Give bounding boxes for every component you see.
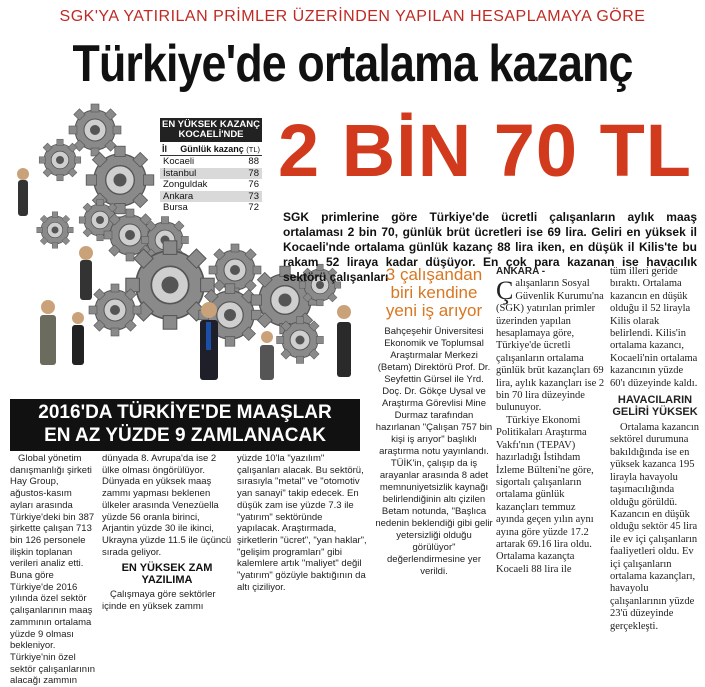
callout-body: Bahçeşehir Üniversitesi Ekonomik ve Toplumsal Araştırmalar Merkezi (Betam) Direktörü Prof. Dr. Seyfettin Gürsel ile Yrd. Doç. Dr. Gökçe Uysal ve Araştırma Görevlisi Mine Durmaz tarafından hazırlanan "Çalışan 757 bin kişi iş arıyor" başlıklı araştırma notu yayınlandı. TÜİK'in, çalışıp da iş arayanlar arasında 8 adet memnuniyetsizlik kaynağı belirlendiğinin altı çizilen Betam notunda, "Başlıca nedenin beklendiği gibi gelir yetersizliği olduğu görülüyor" değerlendirmesine yer verildi.: [375, 326, 493, 577]
table-row: [160, 179, 262, 191]
table-cell-il: Zonguldak: [163, 179, 208, 190]
body-column-2-subhead: EN YÜKSEK ZAM YAZILIMA: [121, 562, 213, 587]
kicker: SGK'YA YATIRILAN PRİMLER ÜZERİNDEN YAPILAN HESAPLAMAYA GÖRE: [59, 8, 646, 25]
table-col-kazanc: [180, 144, 260, 154]
income-table: [160, 118, 262, 214]
table-cell-il: Ankara: [163, 190, 194, 202]
column-a-p2: Türkiye Ekonomi Politikaları Araştırma Vakfı'nın (TEPAV) hazırladığı İstihdam İzleme Bülteni'ne göre, sigortalı çalışanların ortalama günlük kazançları temmuz ayında geçen yılın aynı ayına göre yüzde 17.2 artarak 69.16 lira oldu. Ortalama kazançta Kocaeli 88 lira ile: [496, 414, 594, 575]
table-cell-val: 88: [248, 156, 259, 167]
table-body: [160, 156, 262, 214]
table-header: [160, 142, 262, 156]
table-cell-val: 73: [248, 190, 259, 202]
table-row: [160, 191, 262, 203]
body-column-2-p2: Çalışmaya göre sektörler içinde en yüksek zammı: [102, 589, 216, 613]
table-cell-il: Bursa: [163, 202, 188, 213]
body-column-3: yüzde 10'la "yazılım" çalışanları alacak. Bu sektörü, sırasıyla "metal" ve "otomotiv yan sanayi" takip edecek. En düşük zam ise yüzde 7.3 ile "yatırım" sektöründe yapılacak. Araştırmada, şirketlerin "ücret", "yan haklar", "gelişim programları" gibi kalemlere artık "maliyet" değil "yatırım" gözüyle baktığının da altı çiziliyor.: [237, 453, 367, 593]
table-row: [160, 202, 262, 214]
article-column-a: [496, 266, 606, 576]
table-col-unit: (TL): [246, 145, 260, 154]
dropcap: Ç: [496, 276, 514, 306]
big-figure: 2 BİN 70 TL: [278, 109, 692, 192]
table-cell-val: 78: [248, 167, 259, 179]
callout-title: 3 çalışandan biri kendine yeni iş arıyor: [385, 265, 483, 320]
banner-line-2: EN AZ YÜZDE 9 ZAMLANACAK: [44, 425, 326, 446]
table-cell-val: 76: [248, 179, 259, 190]
table-cell-il: Kocaeli: [163, 156, 195, 167]
table-cell-val: 72: [248, 202, 259, 213]
section-banner: [10, 399, 360, 451]
table-col-il: İl: [162, 144, 168, 154]
body-column-2: [102, 453, 232, 613]
lead-paragraph: SGK primlerine göre Türkiye'de ücretli çalışanların aylık maaş ortalaması 2 bin 70, günlük brüt ücretleri ise 69 lira. Geliri en yüksek il Kocaeli'nde ortalama günlük kazanç 88 lira iken, en düşük il Kilis'te bu rakam 52 liraya kadar düşüyor. En çok para kazanan ise havacılık sektörü çalışanları: [283, 210, 697, 284]
table-col-kazanc-label: Günlük kazanç: [180, 144, 244, 154]
article-column-b: [610, 266, 700, 633]
body-column-1: Global yönetim danışmanlığı şirketi Hay Group, ağustos-kasım ayları arasında Türkiye'deki bin 387 şirkette çalışan 713 bin 126 personele ilişkin toplanan verileri analiz etti. Buna göre Türkiye'de 2016 yılında özel sektör çalışanlarının maaş zammının ortalama yüzde 9 olması bekleniyor. Türkiye'nin özel sektör çalışanlarının alacağı zammın: [10, 453, 96, 687]
table-row: [160, 168, 262, 180]
column-b-p2: Ortalama kazancın sektörel durumuna bakıldığında ise en yüksek kazanca 195 lirayla havayolu taşımacılığında olduğu görüldü. Kazancın en düşük olduğu sektör 45 lira ile ev içi çalışanların faaliyetleri oldu. Ev içi çalışanların ortalama kazançları, havayolu çalışanlarının yüzde 23'ü düzeyinde gerçekleşti.: [610, 422, 699, 632]
banner-line-1: 2016'DA TÜRKİYE'DE MAAŞLAR: [38, 402, 332, 423]
column-a-p1-text: alışanların Sosyal Güvenlik Kurumu'na (SGK) yatırılan primler üzerinden yapılan hesaplamaya göre, Türkiye'de ücretli çalışanların ortalama günlük brüt kazançları 69 lira, aylık kazançları ise 2 bin 70 lira düzeyinde bulunuyor.: [496, 278, 605, 414]
dateline: ANKARA -: [496, 266, 546, 277]
column-b-p1: tüm illeri geride bıraktı. Ortalama kazancın en düşük olduğu il 52 lirayla Kilis olarak belirlendi. Kilis'in ortalama kazancı, Kocaeli'nin ortalama kazancının yüzde 60'ı düzeyinde kaldı.: [610, 266, 698, 389]
table-cell-il: İstanbul: [163, 167, 197, 179]
body-column-2-p1: dünyada 8. Avrupa'da ise 2 ülke olması öngörülüyor. Dünyada en yüksek maaş zammı yapması beklenen ülkeler arasında Venezüella yüzde 56 oranla birinci, Arjantin yüzde 30 ile ikinci, Ukrayna yüzde 11.5 ile üçüncü sırada geliyor.: [102, 453, 232, 558]
table-title: EN YÜKSEK KAZANÇ KOCAELİ'NDE: [162, 119, 261, 140]
column-a-p1: [496, 278, 606, 414]
table-row: [160, 156, 262, 168]
column-b-subhead: HAVACILARIN GELİRİ YÜKSEK: [612, 394, 698, 419]
headline: Türkiye'de ortalama kazanç: [72, 35, 633, 93]
